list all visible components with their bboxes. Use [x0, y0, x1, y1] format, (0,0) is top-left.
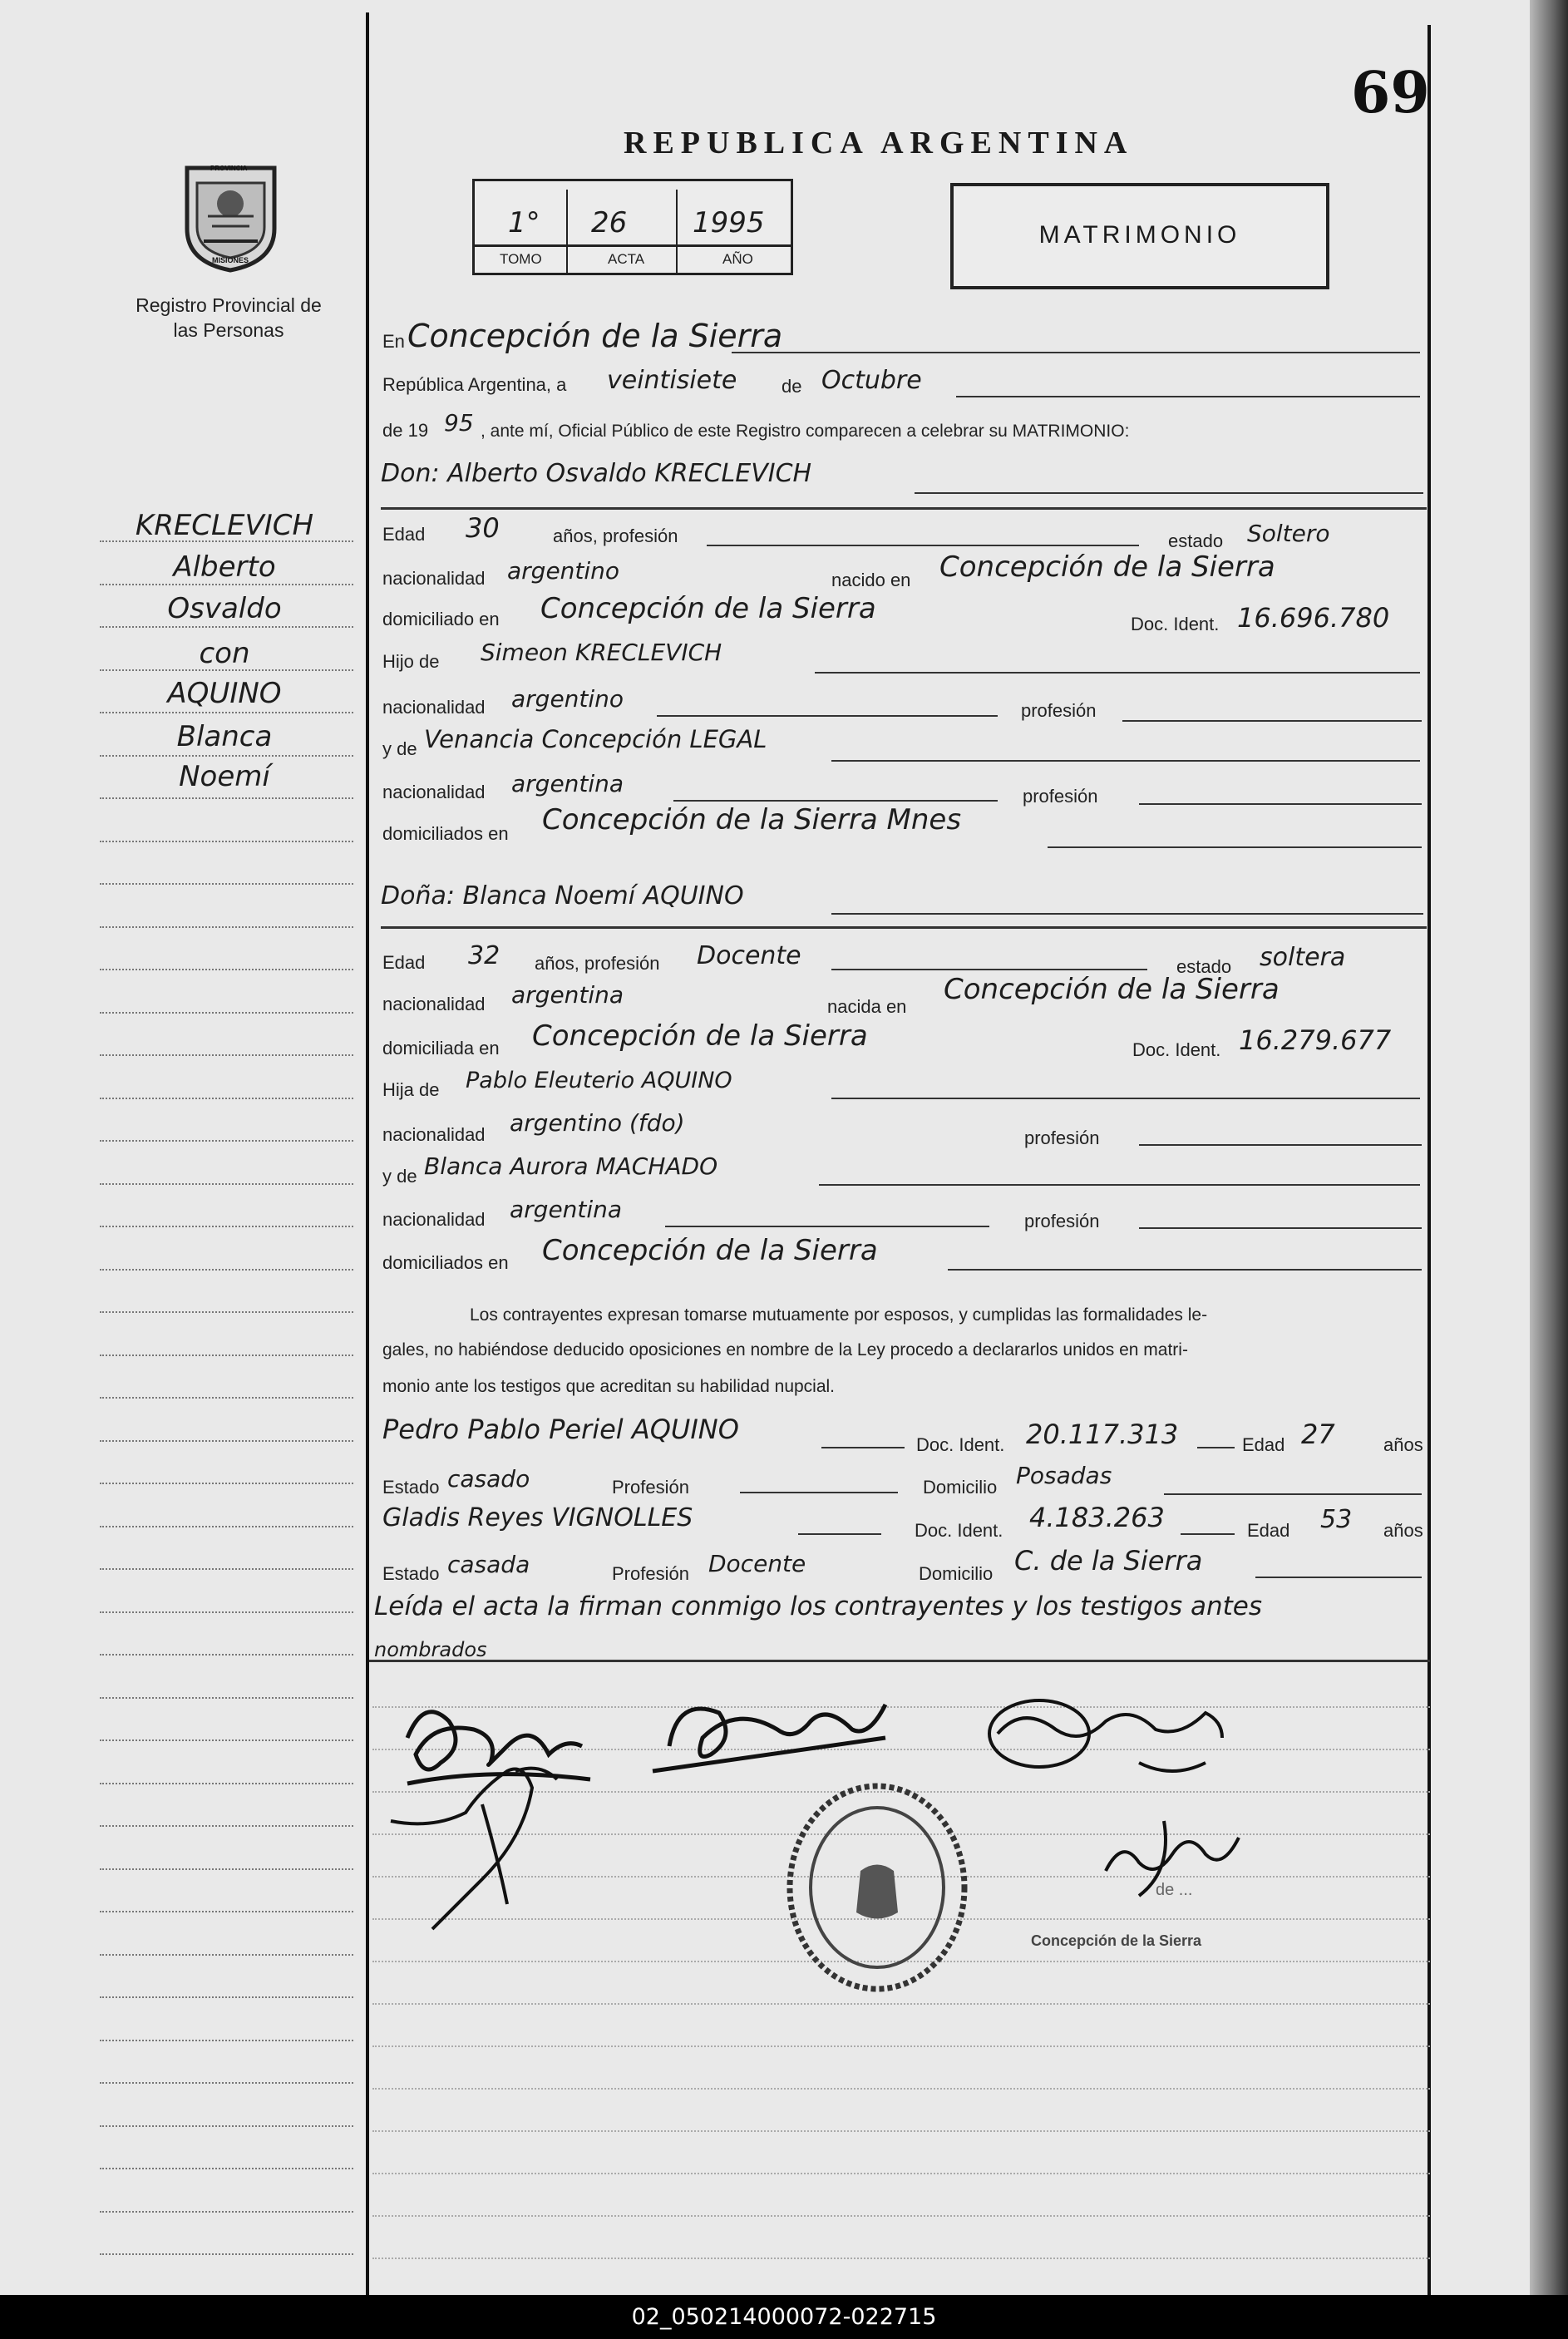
witness-1-anos-label: años: [1383, 1434, 1423, 1455]
declaration-line-2: gales, no habiéndose deducido oposiciones en nombre de la Ley procedo a declararlos unidos en matri-: [382, 1340, 1188, 1359]
margin-ruled-line: [100, 753, 353, 757]
groom-estado: Soltero: [1247, 520, 1330, 547]
seal-top-text: PROVINCIA: [210, 165, 248, 172]
margin-ruled-line: [100, 1995, 353, 1998]
groom-parents-domicile: Concepción de la Sierra Mnes: [542, 803, 962, 836]
margin-ruled-line: [100, 1267, 353, 1271]
witness-1-estado: casado: [447, 1465, 530, 1493]
bride-mother-nac-label: nacionalidad: [382, 1209, 486, 1230]
groom-mother-nationality: argentina: [511, 770, 624, 797]
bride-name: Doña: Blanca Noemí AQUINO: [381, 881, 744, 910]
groom-father-nationality: argentino: [511, 685, 624, 713]
groom-nacido-label: nacido en: [831, 570, 911, 590]
margin-ruled-line: [100, 1738, 353, 1741]
reference-box: [472, 179, 793, 275]
witness-2-doc-label: Doc. Ident.: [915, 1520, 1003, 1541]
margin-ruled-line: [100, 1695, 353, 1699]
margin-name-3: Blanca: [176, 720, 273, 753]
day-value: veintisiete: [607, 366, 737, 395]
margin-ruled-line: [100, 796, 353, 799]
ruled-line: [372, 2256, 1430, 2259]
margin-ruled-line: [100, 1567, 353, 1570]
witness-1-domicile: Posadas: [1016, 1462, 1112, 1489]
margin-ruled-line: [100, 1438, 353, 1442]
bride-edad-label: Edad: [382, 952, 426, 973]
bride-dom-label: domiciliada en: [382, 1038, 500, 1058]
witness-2-profession: Docente: [708, 1550, 806, 1577]
ruled-line: [372, 2213, 1430, 2217]
margin-ruled-line: [100, 839, 353, 842]
margin-ruled-line: [100, 668, 353, 671]
margin-ruled-line: [100, 2252, 353, 2255]
registry-name: Registro Provincial de las Personas: [136, 294, 322, 341]
margin-name-2: Osvaldo: [167, 592, 282, 625]
record-type-box: [950, 183, 1329, 289]
margin-ruled-line: [100, 1524, 353, 1527]
margin-ruled-line: [100, 624, 353, 628]
witness-2-age: 53: [1320, 1505, 1353, 1534]
bride-yde-label: y de: [382, 1166, 417, 1187]
margin-ruled-line: [100, 1781, 353, 1784]
groom-dom-label: domiciliado en: [382, 609, 500, 629]
declaration-line-1: Los contrayentes expresan tomarse mutuamente por esposos, y cumplidas las formalidades le-: [470, 1305, 1208, 1325]
groom-doc: 16.696.780: [1237, 602, 1390, 634]
closing-line-1: Leída el acta la firman conmigo los contrayentes y los testigos antes: [374, 1591, 1263, 1621]
witness-1-edad-label: Edad: [1242, 1434, 1285, 1455]
official-seal: [782, 1779, 973, 1996]
margin-ruled-line: [100, 967, 353, 970]
margin-ruled-line: [100, 582, 353, 585]
groom-nac-label: nacionalidad: [382, 568, 486, 589]
bride-nationality: argentina: [511, 981, 624, 1009]
bride-mother-prof-label: profesión: [1024, 1211, 1100, 1231]
margin-con: con: [199, 637, 250, 670]
republica-label: República Argentina, a: [382, 374, 567, 395]
margin-ruled-line: [100, 2166, 353, 2169]
page-number: 69: [1351, 60, 1430, 126]
witness-1-doc: 20.117.313: [1026, 1419, 1179, 1450]
margin-ruled-line: [100, 1652, 353, 1656]
witness-2-doc: 4.183.263: [1029, 1502, 1165, 1533]
margin-ruled-line: [100, 1481, 353, 1484]
witness-2-name: Gladis Reyes VIGNOLLES: [382, 1503, 693, 1532]
margin-ruled-line: [100, 2080, 353, 2084]
margin-ruled-line: [100, 1010, 353, 1014]
record-type: MATRIMONIO: [1038, 221, 1241, 249]
closing-line-2: nombrados: [374, 1638, 487, 1661]
witness-2-anos-label: años: [1383, 1520, 1423, 1541]
bride-parents-domicile: Concepción de la Sierra: [542, 1234, 878, 1267]
groom-anos-label: años, profesión: [553, 526, 678, 546]
margin-ruled-line: [100, 710, 353, 713]
witness-2-estado-label: Estado: [382, 1563, 440, 1584]
margin-ruled-line: [100, 2038, 353, 2041]
margin-ruled-line: [100, 1909, 353, 1912]
bride-father: Pablo Eleuterio AQUINO: [466, 1068, 732, 1093]
witness-2-edad-label: Edad: [1247, 1520, 1290, 1541]
bride-mother: Blanca Aurora MACHADO: [424, 1152, 718, 1180]
bride-father-nac-label: nacionalidad: [382, 1124, 486, 1145]
groom-domicile: Concepción de la Sierra: [540, 592, 876, 625]
margin-ruled-line: [100, 925, 353, 928]
margin-ruled-line: [100, 1353, 353, 1356]
groom-mother-nac-label: nacionalidad: [382, 782, 486, 802]
year-value: 1995: [693, 206, 765, 239]
margin-surname: KRECLEVICH: [135, 509, 314, 542]
bride-estado: soltera: [1260, 943, 1346, 972]
page-edge-shadow: [1530, 0, 1568, 2295]
margin-ruled-line: [100, 1138, 353, 1142]
footer-id: 02_050214000072-022715: [0, 2295, 1568, 2339]
groom-mother: Venancia Concepción LEGAL: [424, 725, 767, 753]
groom-mother-prof-label: profesión: [1023, 786, 1098, 807]
margin-name-4: Noemí: [179, 760, 270, 793]
witness-1-age: 27: [1301, 1419, 1335, 1450]
bride-nac-label: nacionalidad: [382, 994, 486, 1014]
bride-estado-label: estado: [1176, 956, 1232, 977]
place-value: Concepción de la Sierra: [407, 318, 783, 354]
groom-father-nac-label: nacionalidad: [382, 697, 486, 718]
margin-name-1: Alberto: [173, 550, 276, 584]
bride-father-nationality: argentino (fdo): [510, 1109, 685, 1137]
year-prefix: de 19: [382, 420, 429, 441]
stamp-line-2: Concepción de la Sierra: [1031, 1932, 1202, 1949]
groom-parents-dom-label: domiciliados en: [382, 823, 509, 844]
groom-name: Don: Alberto Osvaldo KRECLEVICH: [381, 459, 812, 488]
margin-ruled-line: [100, 1952, 353, 1956]
bride-father-prof-label: profesión: [1024, 1128, 1100, 1148]
de-label: de: [782, 376, 802, 397]
ruled-line: [372, 2171, 1430, 2174]
witness-2-prof-label: Profesión: [612, 1563, 689, 1584]
groom-estado-label: estado: [1168, 530, 1224, 551]
groom-age: 30: [466, 512, 500, 544]
margin-ruled-line: [100, 2209, 353, 2213]
right-rule: [1427, 25, 1431, 2295]
groom-father: Simeon KRECLEVICH: [481, 639, 722, 666]
groom-hijo-label: Hijo de: [382, 651, 440, 672]
groom-edad-label: Edad: [382, 524, 426, 545]
signature-witness-2: [382, 1738, 615, 1937]
year-suffix: 95: [444, 409, 474, 437]
groom-yde-label: y de: [382, 738, 417, 759]
margin-ruled-line: [100, 881, 353, 885]
year-label: AÑO: [722, 251, 753, 267]
bride-anos-label: años, profesión: [535, 953, 660, 974]
margin-ruled-line: [100, 1823, 353, 1827]
ruled-line: [372, 2044, 1430, 2047]
seal-bottom-text: MISIONES: [212, 256, 249, 264]
witness-2-domicile: C. de la Sierra: [1014, 1545, 1203, 1577]
statement-text: , ante mí, Oficial Público de este Registro comparecen a celebrar su MATRIMONIO:: [481, 422, 1130, 441]
bride-mother-nationality: argentina: [510, 1196, 623, 1223]
margin-ruled-line: [100, 1395, 353, 1399]
ruled-line: [372, 2086, 1430, 2090]
acta-value: 26: [591, 206, 628, 239]
margin-ruled-line: [100, 1182, 353, 1185]
witness-2-dom-label: Domicilio: [919, 1563, 994, 1584]
bride-parents-dom-label: domiciliados en: [382, 1252, 509, 1273]
witness-1-prof-label: Profesión: [612, 1477, 689, 1498]
margin-ruled-line: [100, 1310, 353, 1313]
margin-ruled-line: [100, 1096, 353, 1099]
groom-doc-label: Doc. Ident.: [1131, 614, 1220, 634]
groom-nationality: argentino: [507, 557, 620, 585]
witness-2-estado: casada: [447, 1551, 530, 1578]
bride-doc-label: Doc. Ident.: [1132, 1039, 1221, 1060]
month-value: Octubre: [821, 366, 922, 395]
margin-ruled-line: [100, 539, 353, 542]
witness-1-doc-label: Doc. Ident.: [916, 1434, 1005, 1455]
en-label: En: [382, 331, 405, 352]
tomo-label: TOMO: [500, 251, 542, 267]
groom-born: Concepción de la Sierra: [939, 550, 1275, 584]
margin-ruled-line: [100, 1053, 353, 1056]
bride-profession: Docente: [697, 941, 801, 970]
margin-ruled-line: [100, 1224, 353, 1227]
bride-doc: 16.279.677: [1239, 1024, 1392, 1056]
acta-label: ACTA: [608, 251, 645, 267]
margin-surname-2: AQUINO: [167, 677, 282, 710]
country-title: REPUBLICA ARGENTINA: [624, 126, 1134, 160]
tomo-value: 1°: [508, 206, 540, 239]
ruled-line: [372, 2129, 1430, 2132]
declaration-line-3: monio ante los testigos que acreditan su habilidad nupcial.: [382, 1377, 836, 1396]
stamp-line-1: de ...: [1156, 1881, 1193, 1899]
witness-1-estado-label: Estado: [382, 1477, 440, 1498]
margin-ruled-line: [100, 1867, 353, 1870]
witness-1-name: Pedro Pablo Periel AQUINO: [382, 1414, 739, 1445]
bride-born: Concepción de la Sierra: [944, 973, 1280, 1006]
groom-father-prof-label: profesión: [1021, 700, 1097, 721]
bride-age: 32: [468, 941, 500, 970]
bride-hija-label: Hija de: [382, 1079, 440, 1100]
ruled-line: [372, 2001, 1430, 2005]
registry-seal: [179, 158, 283, 274]
witness-1-dom-label: Domicilio: [923, 1477, 998, 1498]
bride-domicile: Concepción de la Sierra: [532, 1019, 868, 1053]
margin-ruled-line: [100, 2124, 353, 2127]
margin-rule: [366, 12, 369, 2295]
bride-nacida-label: nacida en: [827, 996, 907, 1017]
signature-witness-1: [973, 1688, 1239, 1788]
margin-ruled-line: [100, 1610, 353, 1613]
